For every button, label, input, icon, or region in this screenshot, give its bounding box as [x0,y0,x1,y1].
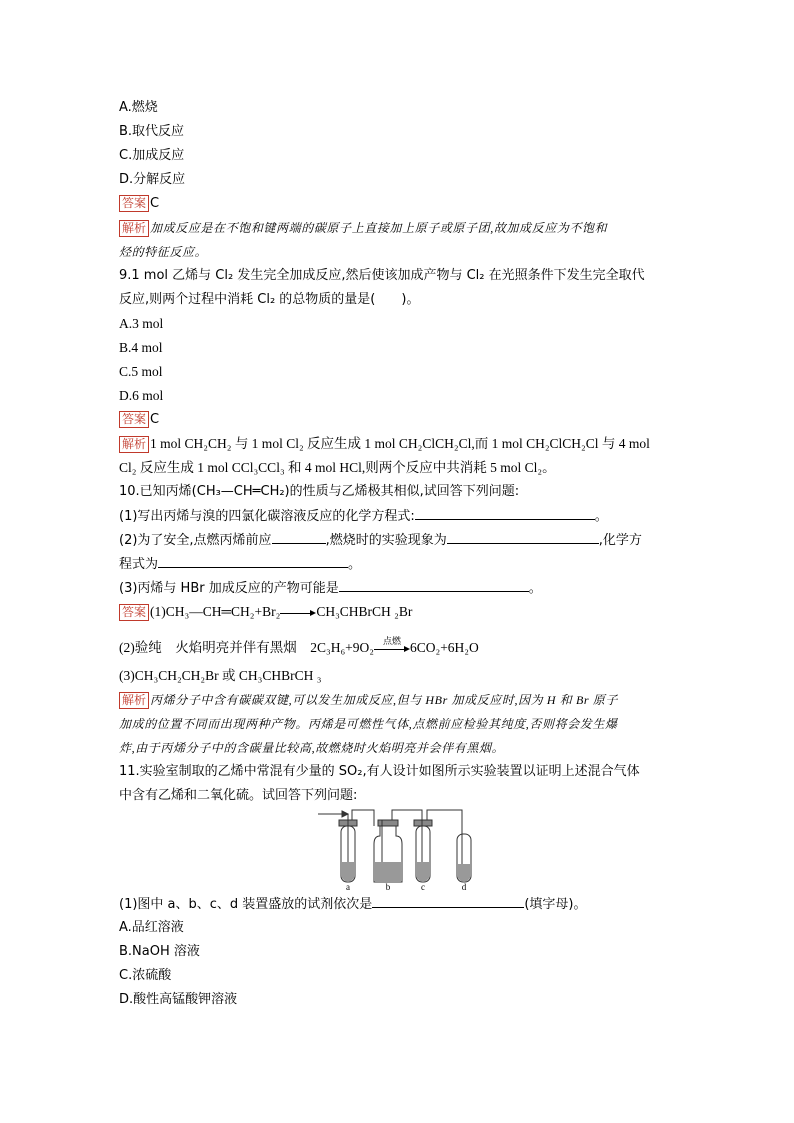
q9-analysis-text-2: Cl₂ 反应生成 1 mol CCl₃CCl₃ 和 4 mol HCl,则两个反应中共消耗 5 mol Cl₂。 [119,460,556,475]
figure-label-b: b [385,882,391,892]
q10-stem: 10.已知丙烯(CH₃—CH═CH₂)的性质与乙烯极其相似,试回答下列问题: [119,484,520,499]
answer-tag: 答案 [119,195,149,212]
reaction-arrow [374,636,410,654]
q9-option-b: B.4 mol [119,340,163,355]
q10-part1-end: 。 [594,509,608,524]
q11-option-c: C.浓硫酸 [119,968,172,983]
q11-part1 [119,894,586,915]
q10-part2-text-d: 程式为 [119,557,159,572]
q10-part3 [119,578,542,599]
figure-label-c: c [421,882,425,892]
q10-part2-end: 。 [348,557,362,572]
answer-blank [272,530,326,544]
q11-part1-end: (填字母)。 [524,897,587,912]
q11-option-d: D.酸性高锰酸钾溶液 [119,992,238,1007]
q10-part1-text: (1)写出丙烯与溴的四氯化碳溶液反应的化学方程式: [119,509,415,524]
q10-analysis-text-1: 丙烯分子中含有碳碳双键,可以发生加成反应,但与 HBr 加成反应时,因为 H 和 Br 原子 [150,693,618,707]
analysis-tag: 解析 [119,436,149,453]
stopper-c [414,820,432,826]
q10-answer-2 [119,638,479,658]
q10-analysis-text-2: 加成的位置不同而出现两种产物。丙烯是可燃性气体,点燃前应检验其纯度,否则将会发生爆 [119,717,618,731]
figure-label-d: d [461,882,467,892]
q8-answer-line [119,194,159,214]
q9-answer-line [119,410,159,430]
q11-stem-2: 中含有乙烯和二氧化硫。试回答下列问题: [119,788,358,803]
q10-analysis-text-3: 炸,由于丙烯分子中的含碳量比较高,故燃烧时火焰明亮并会伴有黑烟。 [119,741,505,755]
q10-part2 [119,530,642,551]
q10-analysis-line [119,690,618,710]
q9-analysis-text-1: 1 mol CH₂CH₂ 与 1 mol Cl₂ 反应生成 1 mol CH₂ClCH₂Cl,而 1 mol CH₂ClCH₂Cl 与 4 mol [150,436,650,451]
liquid-b [375,862,401,881]
q10-answer-1 [119,602,412,622]
q10-part2-cont [119,554,361,575]
answer-blank [447,530,599,544]
q10-ans2-right: 6CO₂+6H₂O [409,640,479,655]
q8-option-b: B.取代反应 [119,124,185,139]
q11-option-a: A.品红溶液 [119,920,184,935]
q8-option-a: A.燃烧 [119,100,158,115]
q8-analysis-line [119,218,607,238]
q8-answer: C [150,196,160,211]
q11-stem-1: 11.实验室制取的乙烯中常混有少量的 SO₂,有人设计如图所示实验装置以证明上述混合气体 [119,764,640,779]
q10-part3-text: (3)丙烯与 HBr 加成反应的产物可能是 [119,581,339,596]
q10-part2-text-b: ,燃烧时的实验现象为 [325,533,447,548]
q9-option-a: A.3 mol [119,316,164,331]
figure-label-a: a [346,882,350,892]
q10-part1 [119,506,608,527]
q11-part1-text: (1)图中 a、b、c、d 装置盛放的试剂依次是 [119,897,373,912]
reaction-condition: 点燃 [382,636,401,647]
answer-blank [158,554,348,568]
q8-option-c: C.加成反应 [119,148,185,163]
q8-analysis-text-2: 烃的特征反应。 [119,245,208,259]
apparatus-diagram [316,806,496,892]
q8-analysis-text-1: 加成反应是在不饱和键两端的碳原子上直接加上原子或原子团,故加成反应为不饱和 [150,221,608,235]
q10-part3-end: 。 [528,581,542,596]
q9-analysis-line [119,434,650,454]
q10-ans1-right: CH₃CHBrCH ₂Br [316,604,413,619]
q9-answer: C [150,412,160,427]
q11-option-b: B.NaOH 溶液 [119,944,200,959]
q10-part2-text-a: (2)为了安全,点燃丙烯前应 [119,533,272,548]
liquid-a [342,862,354,882]
answer-tag: 答案 [119,411,149,428]
answer-blank [339,578,529,592]
answer-blank [372,894,524,908]
q9-option-c: C.5 mol [119,364,163,379]
answer-tag: 答案 [119,604,149,621]
q10-ans2-left: (2)验纯 火焰明亮并伴有黑烟 2C₃H₆+9O₂ [119,640,374,655]
gas-inlet-arrow [342,811,348,817]
q9-stem-1: 9.1 mol 乙烯与 Cl₂ 发生完全加成反应,然后使该加成产物与 Cl₂ 在光照条件下发生完全取代 [119,268,645,283]
liquid-c [417,862,429,882]
analysis-tag: 解析 [119,220,149,237]
q9-option-d: D.6 mol [119,388,164,403]
q8-option-d: D.分解反应 [119,172,186,187]
answer-blank [415,506,595,520]
q10-answer-3: (3)CH₃CH₂CH₂Br 或 CH₃CHBrCH ₃ [119,668,322,683]
liquid-d [458,864,470,882]
analysis-tag: 解析 [119,692,149,709]
q10-ans1-left: (1)CH₃—CH═CH₂+Br₂ [150,604,281,619]
q9-stem-2: 反应,则两个过程中消耗 Cl₂ 的总物质的量是( )。 [119,292,420,307]
q10-part2-text-c: ,化学方 [598,533,642,548]
reaction-arrow [280,608,316,618]
stopper-b [378,820,398,826]
